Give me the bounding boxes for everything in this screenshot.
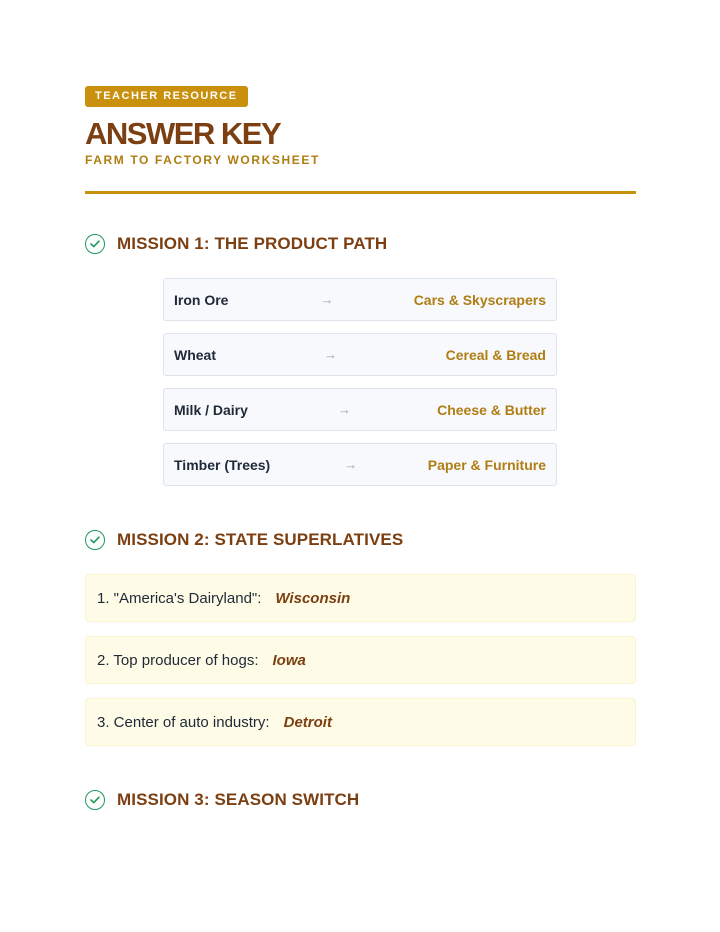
header-divider xyxy=(85,191,636,194)
path-source: Iron Ore xyxy=(174,291,229,308)
mission-2-heading xyxy=(85,528,636,552)
check-circle-icon xyxy=(85,234,105,254)
superlative-answer: Detroit xyxy=(283,713,332,731)
path-source: Timber (Trees) xyxy=(174,456,271,473)
mission-3-title: MISSION 3: SEASON SWITCH xyxy=(117,790,360,809)
path-source: Milk / Dairy xyxy=(174,401,248,418)
superlative-answer: Iowa xyxy=(272,651,306,669)
check-circle-icon xyxy=(85,530,105,550)
product-path-list xyxy=(163,278,557,486)
arrow-right-icon: → xyxy=(337,402,351,417)
mission-1-heading xyxy=(85,232,636,256)
page-subtitle: FARM TO FACTORY WORKSHEET xyxy=(85,153,320,167)
state-superlatives-list xyxy=(85,574,636,746)
answer-key-page xyxy=(85,86,636,812)
page-title: ANSWER KEY xyxy=(85,116,281,151)
product-path-row xyxy=(163,278,557,321)
mission-1-title: MISSION 1: THE PRODUCT PATH xyxy=(117,234,388,253)
product-path-row xyxy=(163,333,557,376)
path-product: Paper & Furniture xyxy=(427,456,546,473)
teacher-resource-badge: TEACHER RESOURCE xyxy=(85,86,248,107)
superlative-row xyxy=(85,574,636,622)
superlative-row xyxy=(85,636,636,684)
product-path-row xyxy=(163,388,557,431)
path-product: Cars & Skyscrapers xyxy=(413,291,546,308)
arrow-right-icon: → xyxy=(320,292,334,307)
superlative-answer: Wisconsin xyxy=(275,589,351,607)
superlative-question: 1. "America's Dairyland": xyxy=(97,589,262,607)
superlative-row xyxy=(85,698,636,746)
check-circle-icon xyxy=(85,790,105,810)
path-source: Wheat xyxy=(174,346,216,363)
superlative-question: 3. Center of auto industry: xyxy=(97,713,270,731)
mission-3-heading xyxy=(85,788,636,812)
arrow-right-icon: → xyxy=(324,347,337,362)
path-product: Cheese & Butter xyxy=(437,401,546,418)
arrow-right-icon: → xyxy=(344,457,358,472)
product-path-row xyxy=(163,443,557,486)
path-product: Cereal & Bread xyxy=(445,346,546,363)
superlative-question: 2. Top producer of hogs: xyxy=(97,651,259,669)
mission-2-title: MISSION 2: STATE SUPERLATIVES xyxy=(117,530,404,549)
